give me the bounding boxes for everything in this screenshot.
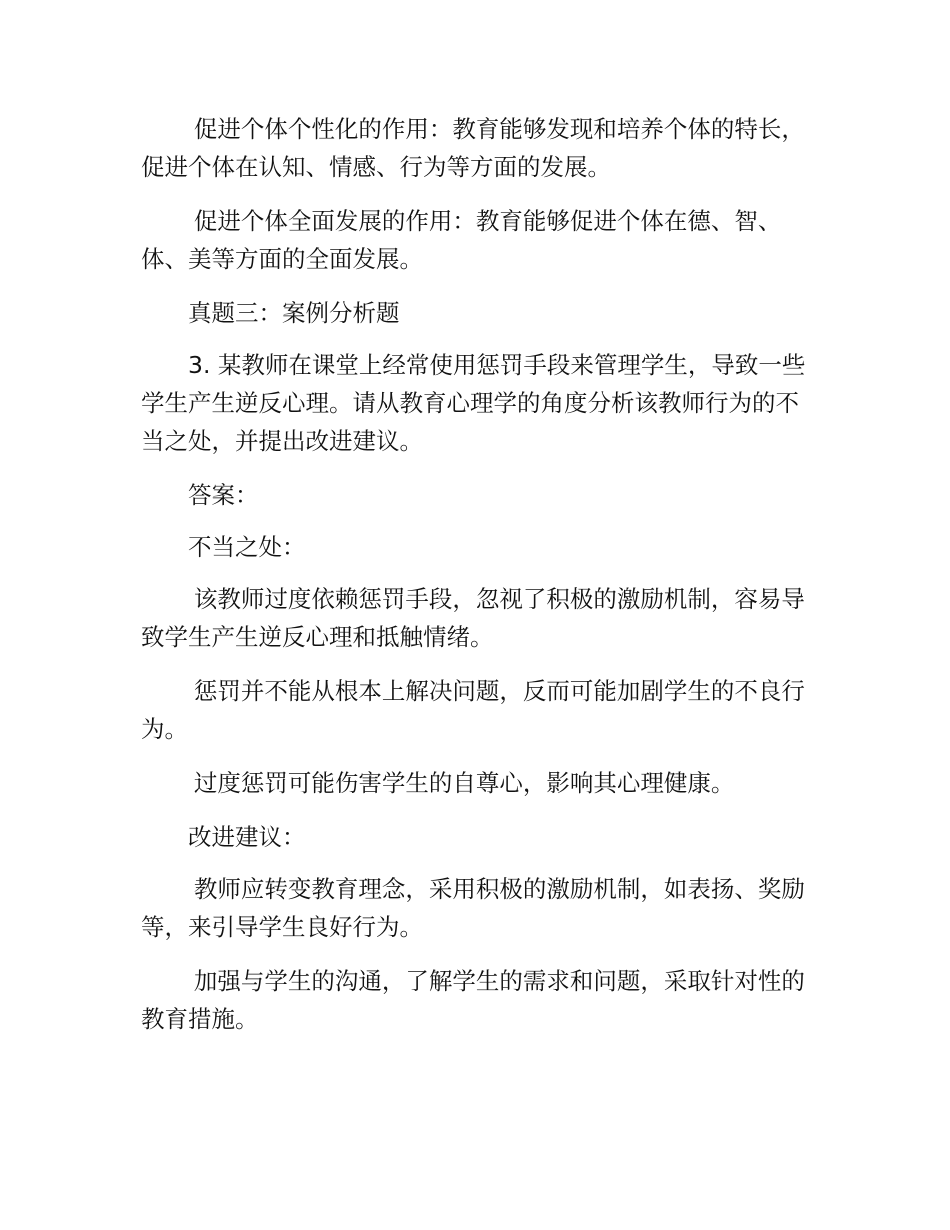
answer-label: 答案： — [188, 481, 259, 509]
paragraph-individualization-role: 促进个体个性化的作用：教育能够发现和培养个体的特长，促进个体在认知、情感、行为等方面的发展。 — [141, 115, 805, 181]
shortcoming-item-2: 惩罚并不能从根本上解决问题，反而可能加剧学生的不良行为。 — [141, 677, 805, 743]
suggestion-item-2: 加强与学生的沟通，了解学生的需求和问题，采取针对性的教育措施。 — [141, 967, 805, 1033]
question-three-text: 3. 某教师在课堂上经常使用惩罚手段来管理学生，导致一些学生产生逆反心理。请从教育心理学的角度分析该教师行为的不当之处，并提出改进建议。 — [141, 351, 806, 455]
shortcomings-label: 不当之处： — [188, 533, 306, 561]
suggestion-item-1: 教师应转变教育理念，采用积极的激励机制，如表扬、奖励等，来引导学生良好行为。 — [141, 875, 805, 941]
suggestions-label: 改进建议： — [188, 823, 306, 851]
shortcoming-item-1: 该教师过度依赖惩罚手段，忽视了积极的激励机制，容易导致学生产生逆反心理和抵触情绪。 — [141, 585, 805, 651]
paragraph-holistic-development-role: 促进个体全面发展的作用：教育能够促进个体在德、智、体、美等方面的全面发展。 — [141, 207, 782, 273]
document-body — [141, 110, 821, 1054]
section-heading-question-three: 真题三：案例分析题 — [188, 299, 400, 327]
shortcoming-item-3: 过度惩罚可能伤害学生的自尊心，影响其心理健康。 — [193, 769, 735, 797]
